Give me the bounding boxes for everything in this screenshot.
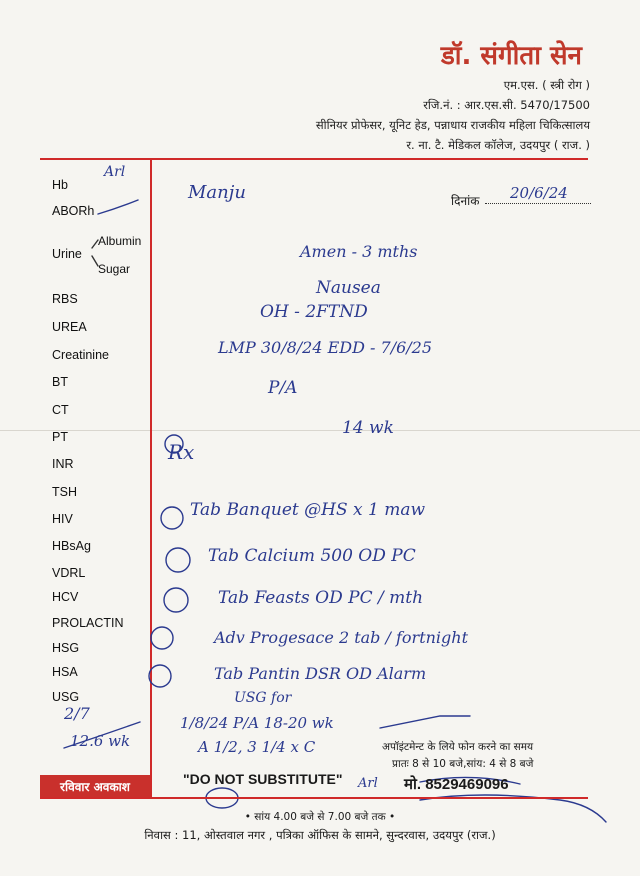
test-rbs: RBS [52, 292, 78, 306]
rx-circle [165, 435, 183, 453]
medicine-4: Adv Progesace 2 tab / fortnight [214, 628, 469, 647]
test-ct: CT [52, 403, 69, 417]
aborh-stroke [98, 200, 138, 214]
urine-bracket [92, 240, 98, 266]
test-hcv: HCV [52, 590, 79, 604]
test-urine: Urine [52, 247, 82, 261]
test-albumin: Albumin [98, 234, 142, 248]
test-sugar: Sugar [98, 262, 131, 276]
complaint-amenorrhea: Amen - 3 mths [300, 242, 418, 261]
followup-line-2: A 1/2, 3 1/4 x C [198, 738, 316, 756]
obstetric-history: OH - 2FTND [260, 302, 368, 322]
item-circle-3 [164, 588, 188, 612]
test-hsg: HSG [52, 641, 80, 655]
footer-rule [40, 797, 588, 799]
lmp-edd: LMP 30/8/24 EDD - 7/6/25 [218, 338, 433, 357]
date-label: दिनांक [451, 194, 480, 208]
complaint-nausea: Nausea [316, 278, 381, 298]
test-hiv: HIV [52, 512, 73, 526]
initials-bottom: Arl [358, 776, 378, 791]
side-note-weeks: 12.6 wk [70, 732, 131, 750]
test-hbsag: HBsAg [52, 539, 91, 553]
test-creatinine: Creatinine [52, 348, 109, 362]
do-not-substitute: "DO NOT SUBSTITUTE" [183, 771, 343, 787]
item-circle-1 [161, 507, 183, 529]
medicine-1: Tab Banquet @HS x 1 maw [190, 500, 426, 520]
gestation-weeks: 14 wk [342, 418, 394, 438]
college: र. ना. टै. मेडिकल कॉलेज, उदयपुर ( राज. ) [406, 138, 590, 152]
date-value: 20/6/24 [510, 184, 568, 202]
test-aborh: ABORh [52, 204, 95, 218]
side-note-date: 2/7 [64, 704, 90, 723]
test-hsa: HSA [52, 665, 78, 679]
test-vdrl: VDRL [52, 566, 86, 580]
mobile-number: मो. 8529469096 [404, 776, 509, 793]
medicine-2: Tab Calcium 500 OD PC [208, 546, 416, 566]
test-hb: Hb [52, 178, 68, 192]
appointment-time-title: अपॉइंटमेन्ट के लिये फोन करने का समय [382, 741, 534, 753]
test-tsh: TSH [52, 485, 77, 499]
test-prolactin: PROLACTIN [52, 616, 124, 630]
medicine-5: Tab Pantin DSR OD Alarm [214, 664, 427, 683]
appointment-time-hours: प्रातः 8 से 10 बजे,सांय: 4 से 8 बजे [392, 758, 534, 770]
item-circle-5 [149, 665, 171, 687]
test-bt: BT [52, 375, 68, 389]
evening-hours: • सांय 4.00 बजे से 7.00 बजे तक • [244, 811, 396, 823]
initials-top: Arl [104, 164, 126, 180]
side-note-underline [64, 722, 140, 748]
usg-note: USG for [234, 690, 292, 706]
item-circle-2 [166, 548, 190, 572]
patient-name: Manju [188, 182, 246, 203]
test-pt: PT [52, 430, 68, 444]
designation: सीनियर प्रोफेसर, यूनिट हेड, पन्नाधाय राजकीय महिला चिकित्सालय [315, 118, 590, 132]
followup-line-1: 1/8/24 P/A 18-20 wk [180, 714, 334, 732]
sunday-closed-badge: रविवार अवकाश [40, 775, 150, 797]
doctor-name: डॉ. संगीता सेन [440, 41, 582, 71]
exam-pa: P/A [268, 378, 298, 398]
test-usg: USG [52, 690, 80, 704]
item-circle-4 [151, 627, 173, 649]
medicine-3: Tab Feasts OD PC / mth [218, 588, 424, 608]
qualification: एम.एस. ( स्त्री रोग ) [503, 78, 590, 92]
registration-number: रजि.नं. : आर.एस.सी. 5470/17500 [423, 98, 590, 112]
rx-symbol: Rx [168, 440, 195, 464]
residence-address: निवास : 11, ओस्तवाल नगर , पत्रिका ऑफिस के सामने, सुन्दरवास, उदयपुर (राज.) [144, 828, 496, 842]
test-urea: UREA [52, 320, 87, 334]
followup-underline [380, 716, 470, 728]
test-inr: INR [52, 457, 74, 471]
